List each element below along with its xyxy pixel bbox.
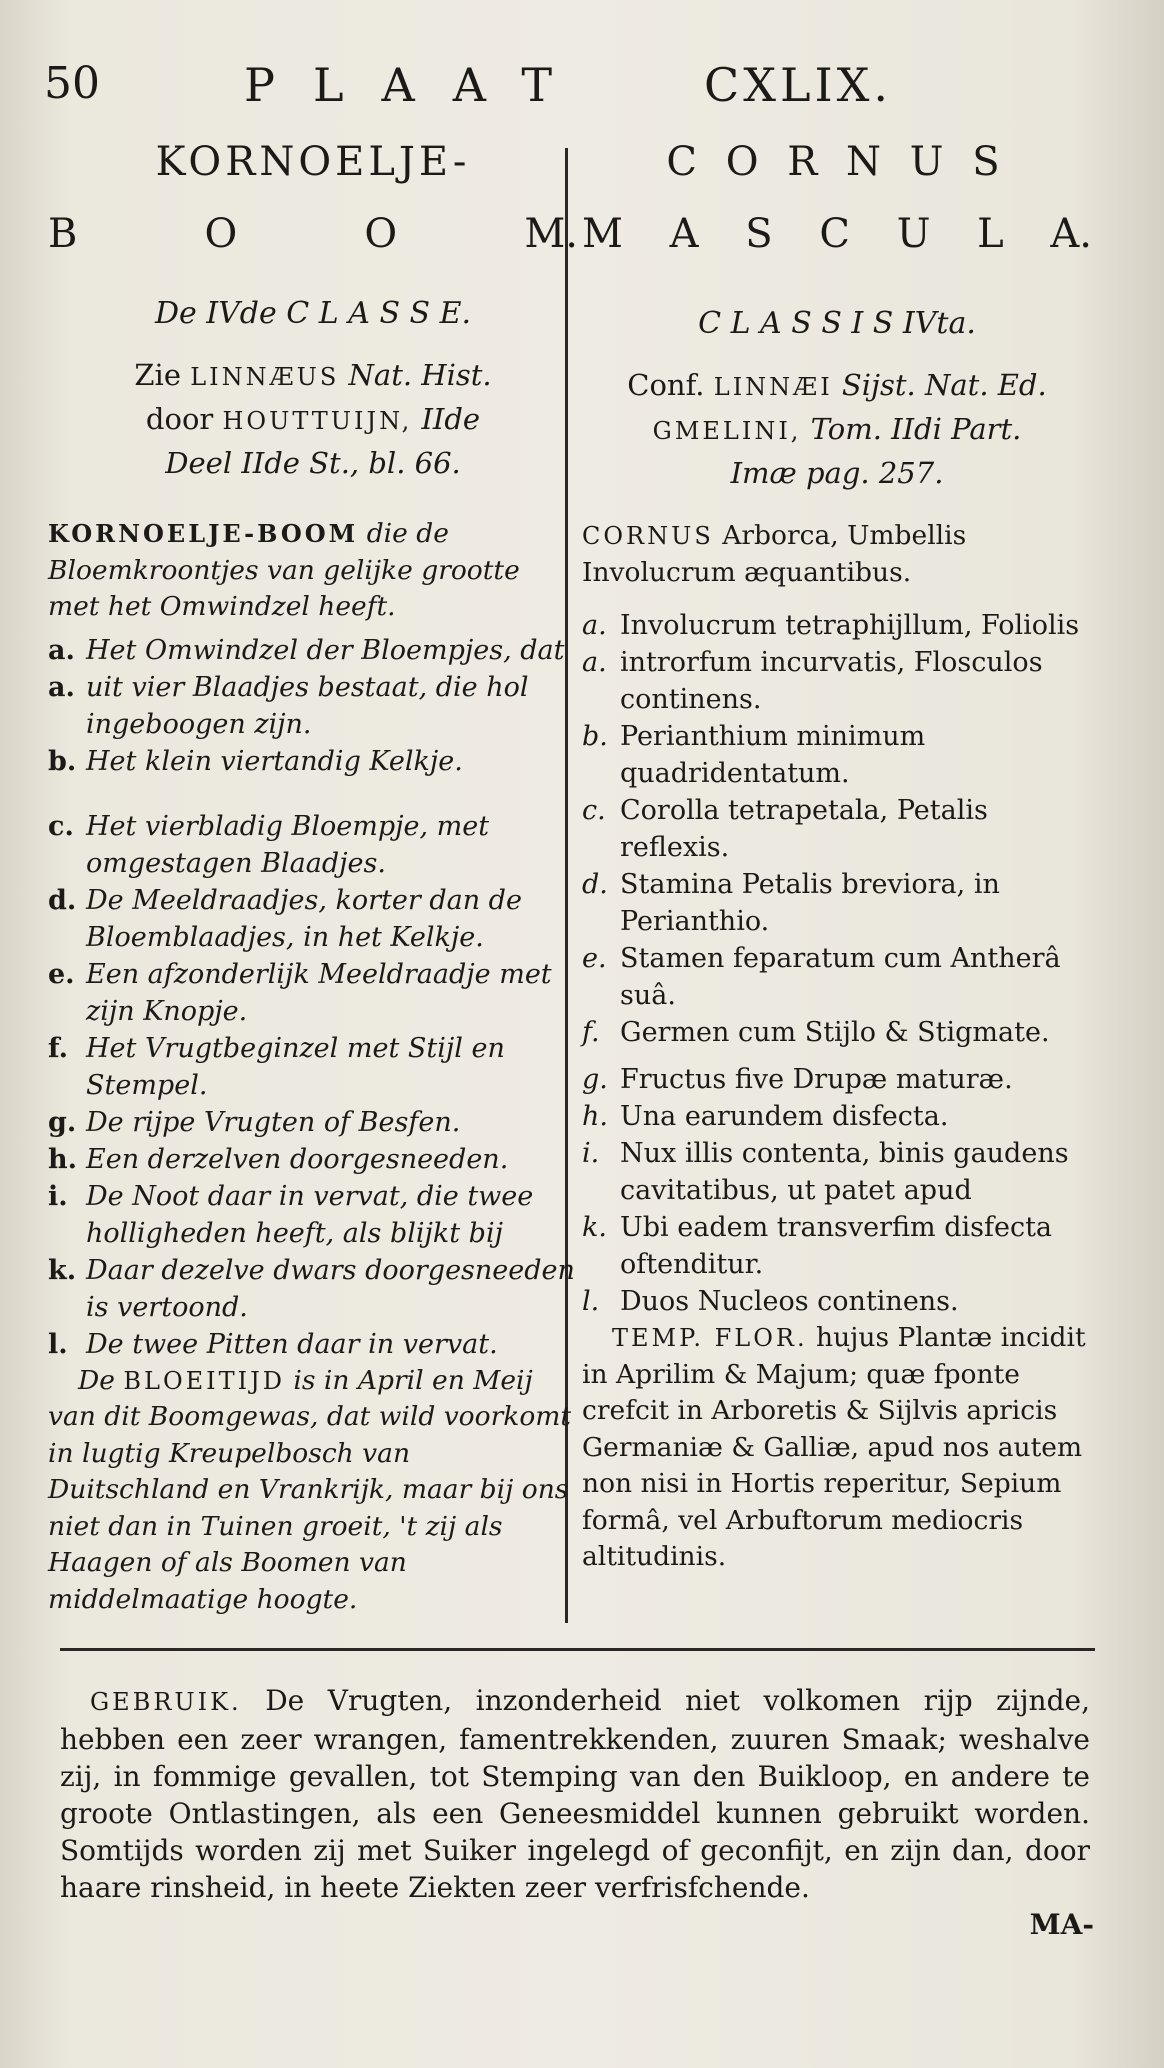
list-item: [582, 1014, 1092, 1051]
plate-label: PLAAT: [244, 58, 591, 112]
item-text: Stamen feparatum cum Antherâ suâ.: [620, 943, 1061, 1011]
title-letter: A.: [1050, 211, 1092, 257]
item-label: l.: [48, 1328, 68, 1360]
ref-author: HOUTTUIJN,: [222, 407, 413, 435]
item-label: d.: [48, 884, 77, 916]
list-item: [582, 866, 1092, 940]
list-item: [48, 1030, 578, 1104]
list-item: [48, 632, 578, 743]
title-letter: M: [582, 211, 623, 257]
item-text: De twee Pitten daar in vervat.: [86, 1328, 498, 1360]
closing-term: BLOEITIJD: [123, 1366, 285, 1395]
item-text: Involucrum tetraphijllum, Foliolis introrfum incurvatis, Flosculos continens.: [620, 610, 1080, 715]
dutch-reference: [48, 354, 578, 484]
ref-page: Imæ pag. 257.: [730, 456, 944, 490]
intro-term: CORNUS: [582, 522, 714, 550]
dutch-intro: [48, 516, 578, 626]
latin-classis: C L A S S I S IVta.: [698, 306, 976, 341]
ref-volume: Tom. IIdi Part.: [810, 412, 1022, 446]
item-label: l.: [582, 1286, 600, 1317]
list-item: [48, 1178, 578, 1252]
item-text: Duos Nucleos continens.: [620, 1286, 959, 1317]
title-letter: C: [819, 211, 850, 257]
item-label: b.: [582, 721, 608, 752]
list-item: [48, 1326, 578, 1363]
closing-pre: De: [78, 1364, 115, 1396]
page-number: 50: [44, 58, 100, 109]
ref-text: door: [145, 402, 214, 436]
title-letter: A: [669, 211, 699, 257]
latin-reference: [582, 364, 1092, 494]
dutch-flowering: [48, 1363, 578, 1619]
latin-intro: [582, 518, 1092, 591]
ref-page: Deel IIde St., bl. 66.: [165, 446, 461, 480]
catchword: MA-: [1029, 1908, 1094, 1941]
title-letter: L: [977, 211, 1004, 257]
list-item: [582, 1061, 1092, 1098]
intro-term: KORNOELJE-BOOM: [48, 519, 359, 548]
item-text: Germen cum Stijlo & Stigmate.: [620, 1017, 1050, 1048]
item-text: Het Omwindzel der Bloempjes, dat uit vier Blaadjes bestaat, die hol ingeboogen zijn.: [86, 634, 565, 740]
item-label: i.: [48, 1180, 68, 1212]
item-label: a. a.: [48, 634, 75, 703]
ref-work: Nat. Hist.: [348, 358, 492, 392]
item-text: Corolla tetrapetala, Petalis reflexis.: [620, 795, 988, 863]
dutch-title-line1: KORNOELJE-: [155, 139, 471, 185]
item-label: k.: [582, 1212, 607, 1243]
latin-title-line1: C O R N U S: [666, 139, 1008, 185]
item-text: De rijpe Vrugten of Besfen.: [86, 1106, 461, 1138]
list-item: [582, 940, 1092, 1014]
item-label: h.: [582, 1101, 608, 1132]
list-item: [48, 1104, 578, 1141]
item-text: Ubi eadem transverfim disfecta oftenditur.: [620, 1212, 1053, 1280]
usage-text: De Vrugten, inzonderheid niet volkomen rijp zijnde, hebben een zeer wrangen, famentrekkenden, zuuren Smaak; weshalve zij, in fommige gevallen, tot Stemping van den Buikloop, en andere te groote Ontlastingen, als een Geneesmiddel kunnen gebruikt worden. Somtijds worden zij met Suiker ingelegd of geconfijt, en zijn dan, door haare rinsheid, in heete Ziekten zeer verfrisfchende.: [60, 1684, 1090, 1904]
closing-text: is in April en Meij van dit Boomgewas, dat wild voorkomt in lugtig Kreupelbosch van Duitschland en Vrankrijk, maar bij ons niet dan in Tuinen groeit, 't zij als Haagen of als Boomen van middelmaatige hoogte.: [48, 1364, 572, 1615]
item-label: e.: [582, 943, 607, 974]
item-text: Een derzelven doorgesneeden.: [86, 1143, 509, 1175]
ref-text: Conf.: [627, 368, 705, 402]
item-label: b.: [48, 745, 77, 777]
item-label: g.: [582, 1064, 608, 1095]
item-text: Perianthium minimum quadridentatum.: [620, 721, 926, 789]
item-text: Una earundem disfecta.: [620, 1101, 949, 1132]
ref-editor: GMELINI,: [652, 417, 802, 445]
page-header: [44, 58, 1124, 118]
item-label: f.: [48, 1032, 69, 1064]
item-text: Een afzonderlijk Meeldraadje met zijn Knopje.: [86, 958, 552, 1027]
latin-flowering: [582, 1320, 1092, 1576]
ref-author: LINNÆUS: [190, 363, 340, 391]
latin-column: [582, 130, 1092, 1582]
item-label: d.: [582, 869, 608, 900]
latin-title-line2: [582, 194, 1092, 274]
item-text: Het klein viertandig Kelkje.: [86, 745, 463, 777]
title-letter: O: [204, 211, 238, 257]
item-label: c.: [48, 810, 74, 842]
item-text: Het vierbladig Bloempje, met omgestagen Blaadjes.: [86, 810, 490, 879]
ref-work: Sijst. Nat. Ed.: [841, 368, 1047, 402]
dutch-title-line2: [48, 194, 578, 274]
title-letter: O: [364, 211, 398, 257]
item-label: c.: [582, 795, 606, 826]
closing-term: TEMP. FLOR.: [612, 1324, 808, 1352]
item-text: Nux illis contenta, binis gaudens cavitatibus, ut patet apud: [620, 1138, 1069, 1206]
ref-text: Zie: [134, 358, 181, 392]
title-letter: S: [745, 211, 773, 257]
list-item: [582, 792, 1092, 866]
list-item: [48, 882, 578, 956]
title-letter: M.: [524, 211, 578, 257]
item-label: a. a.: [582, 610, 607, 678]
usage-paragraph: [60, 1682, 1090, 1906]
item-label: h.: [48, 1143, 78, 1175]
item-label: k.: [48, 1254, 77, 1286]
list-item: [48, 956, 578, 1030]
list-item: [582, 607, 1092, 718]
dutch-classe: De IVde C L A S S E.: [154, 296, 472, 331]
item-text: Daar dezelve dwars doorgesneeden is vertoond.: [86, 1254, 575, 1323]
item-label: i.: [582, 1138, 600, 1169]
item-text: Fructus five Drupæ maturæ.: [620, 1064, 1013, 1095]
plate-number: CXLIX.: [704, 58, 893, 112]
footer-rule: [60, 1648, 1095, 1651]
item-text: De Noot daar in vervat, die twee holligheden heeft, als blijkt bij: [86, 1180, 534, 1249]
list-item: [582, 1098, 1092, 1135]
item-text: De Meeldraadjes, korter dan de Bloemblaadjes, in het Kelkje.: [86, 884, 522, 953]
closing-text: hujus Plantæ incidit in Aprilim & Majum; quæ fponte crefcit in Arboretis & Sijlvis apricis Germaniæ & Galliæ, apud nos autem non nisi in Hortis reperitur, Sepium formâ, vel Arbuftorum mediocris altitudinis.: [582, 1322, 1086, 1572]
list-item: [48, 1252, 578, 1326]
list-item: [48, 808, 578, 882]
item-label: f.: [582, 1017, 600, 1048]
usage-label: GEBRUIK.: [90, 1688, 242, 1716]
item-label: e.: [48, 958, 75, 990]
title-letter: U: [896, 211, 931, 257]
intro-text: die de Bloemkroontjes van gelijke grootte met het Omwindzel heeft.: [48, 518, 520, 622]
intro-text: Arborca, Umbellis Involucrum æquantibus.: [582, 520, 967, 588]
list-item: [582, 1135, 1092, 1209]
list-item: [582, 1209, 1092, 1283]
title-letter: B: [48, 211, 78, 257]
dutch-column: [48, 130, 578, 1624]
list-item: [48, 743, 578, 780]
item-text: Stamina Petalis breviora, in Perianthio.: [620, 869, 1000, 937]
item-text: Het Vrugtbeginzel met Stijl en Stempel.: [86, 1032, 505, 1101]
list-item: [48, 1141, 578, 1178]
list-item: [582, 1283, 1092, 1320]
ref-volume: IIde: [421, 402, 481, 436]
ref-author: LINNÆI: [713, 373, 833, 401]
item-label: g.: [48, 1106, 77, 1138]
list-item: [582, 718, 1092, 792]
